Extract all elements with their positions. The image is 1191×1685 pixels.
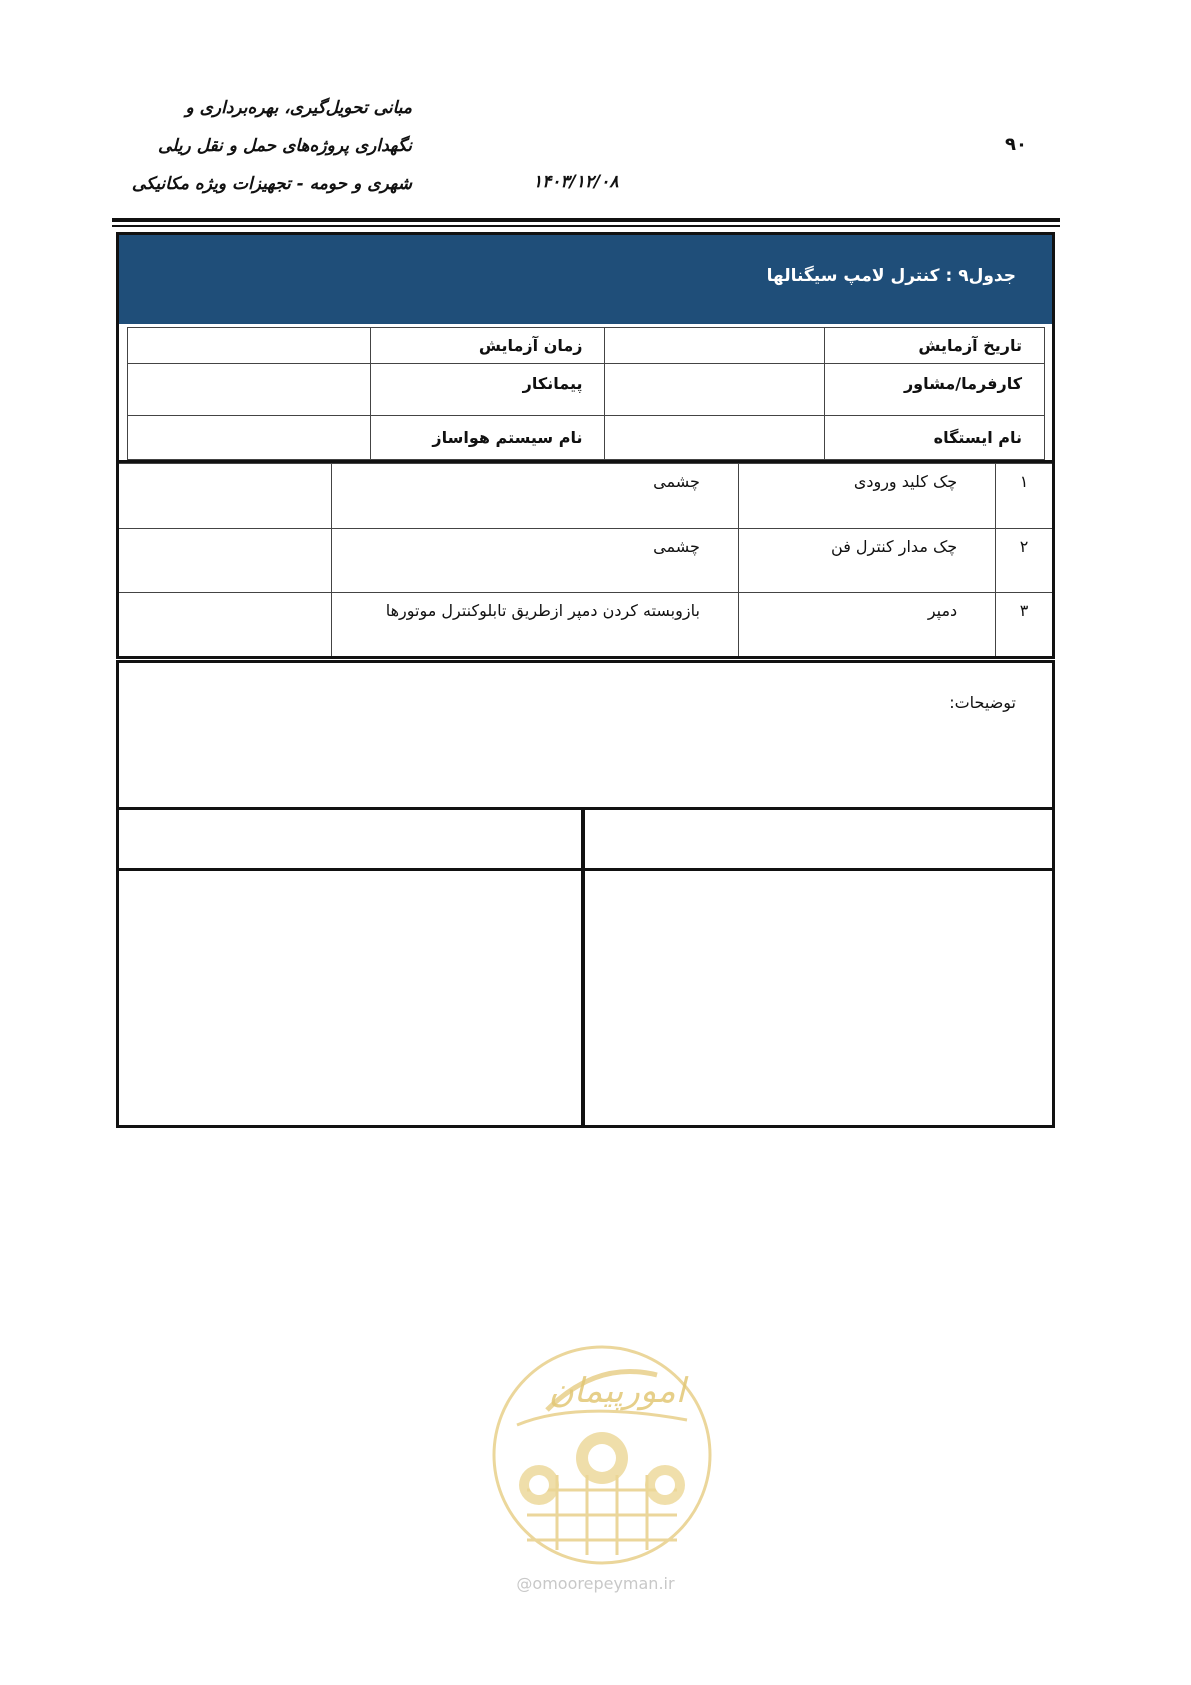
row-item: چک مدار کنترل فن (738, 529, 995, 593)
watermark-seal-icon (487, 1340, 717, 1570)
info-row (128, 364, 1045, 416)
row-result-field (118, 529, 332, 593)
info-row (128, 416, 1045, 460)
row-item: دمپر (738, 593, 995, 658)
row-number: ۲ (996, 529, 1054, 593)
info-label: زمان آزمایش (370, 328, 605, 364)
svg-text:امورپیمان: امورپیمان (548, 1371, 686, 1411)
notes-box (116, 660, 1055, 810)
info-row (128, 328, 1045, 364)
signature-area (116, 808, 1055, 1128)
table-row (118, 593, 1054, 658)
row-result-field (118, 464, 332, 529)
info-value-field (605, 416, 825, 460)
row-result-field (118, 593, 332, 658)
row-number: ۱ (996, 464, 1054, 529)
table-row (118, 464, 1054, 529)
info-label: تاریخ آزمایش (825, 328, 1045, 364)
header-rule-thin (112, 225, 1060, 227)
page-number: ۹۰ (1005, 134, 1027, 155)
signature-divider-vertical (581, 808, 585, 1125)
watermark-site: @omoorepeyman.ir (516, 1574, 675, 1593)
info-value-field (128, 328, 371, 364)
info-value-field (128, 416, 371, 460)
info-label: نام سیستم هواساز (370, 416, 605, 460)
table-title-bar (116, 232, 1055, 324)
header-line-3: شهری و حومه - تجهیزات ویژه مکانیکی (131, 174, 412, 194)
row-item: چک کلید ورودی (738, 464, 995, 529)
row-method: بازوبسته کردن دمپر ازطریق تابلوکنترل موتورها (332, 593, 739, 658)
row-number: ۳ (996, 593, 1054, 658)
header-rule-thick (112, 218, 1060, 222)
table-title: جدول۹ : کنترل لامپ سیگنالها (766, 266, 1016, 286)
items-table (116, 463, 1055, 659)
info-value-field (128, 364, 371, 416)
notes-label: توضیحات: (949, 693, 1016, 712)
info-value-field (605, 328, 825, 364)
signature-divider-horizontal (119, 868, 1052, 871)
header-line-1: مبانی تحویل‌گیری، بهره‌برداری و (185, 98, 412, 118)
info-label: پیمانکار (370, 364, 605, 416)
table-row (118, 529, 1054, 593)
info-value-field (605, 364, 825, 416)
info-table (127, 327, 1045, 460)
header-line-2: نگهداری پروژه‌های حمل و نقل ریلی (158, 136, 412, 156)
info-label: نام ایستگاه (825, 416, 1045, 460)
header-date: ۱۴۰۳/۱۲/۰۸ (533, 172, 619, 192)
row-method: چشمی (332, 464, 739, 529)
row-method: چشمی (332, 529, 739, 593)
info-label: کارفرما/مشاور (825, 364, 1045, 416)
